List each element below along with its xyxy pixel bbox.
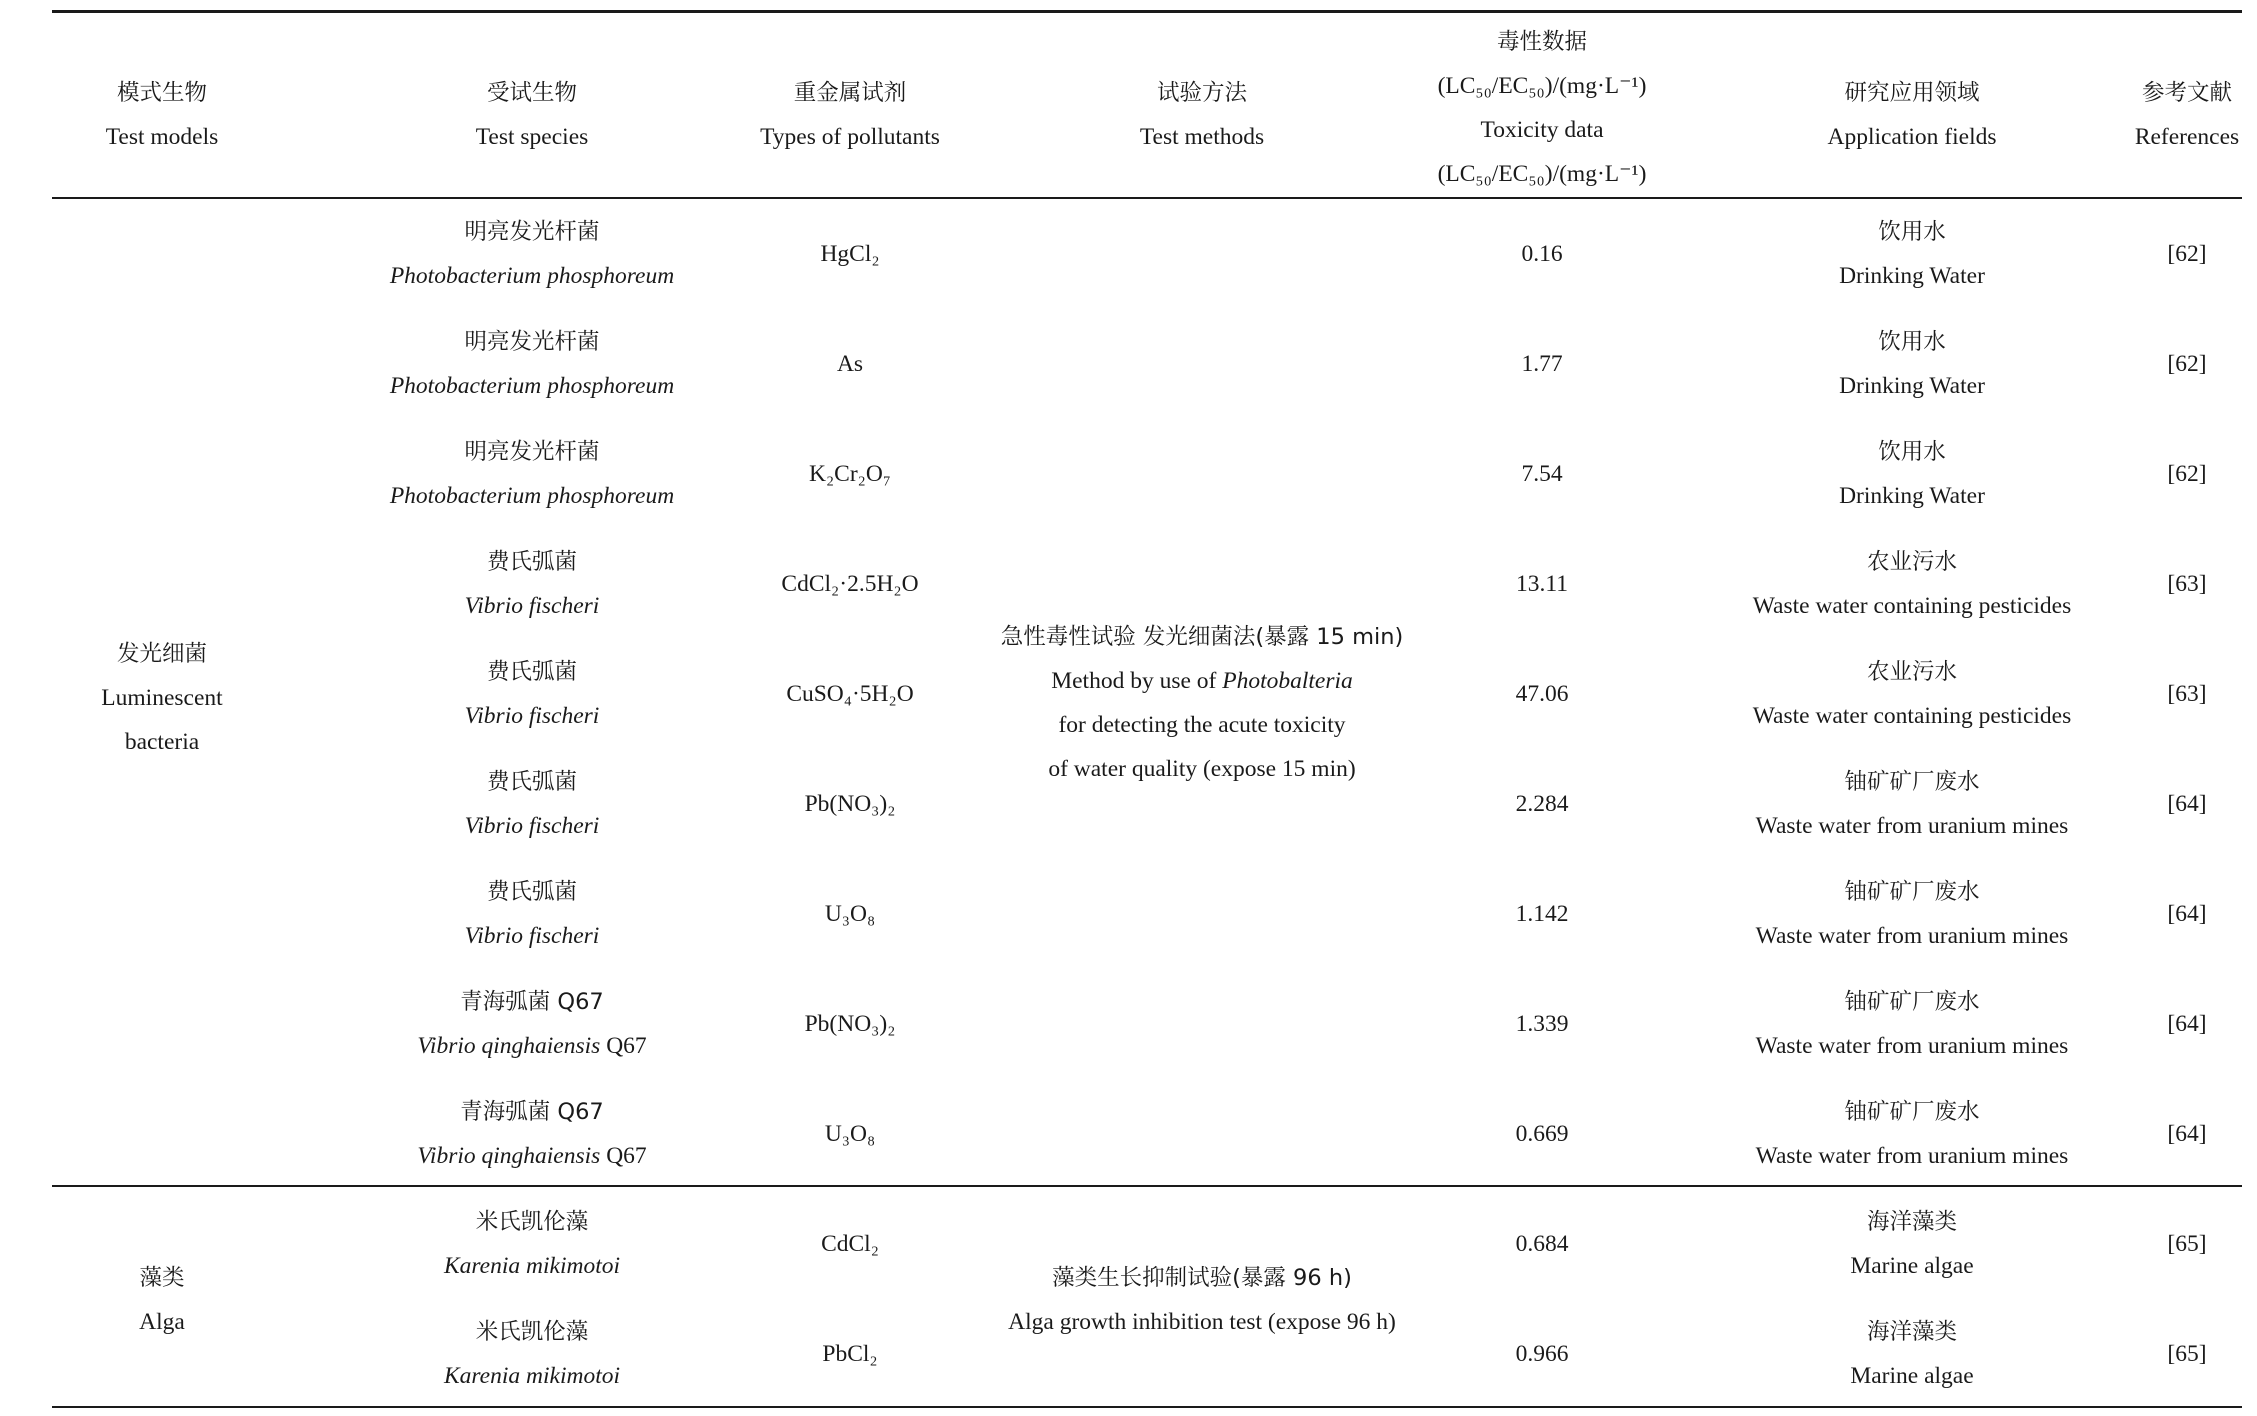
method-alga-cn: 藻类生长抑制试验(暴露 96 h): [1052, 1265, 1352, 1291]
application-field-en: Drinking Water: [1839, 263, 1985, 289]
toxicity-cell: [1432, 870, 1652, 958]
species-cn: 米氏凯伦藻: [475, 1319, 589, 1345]
species-cn: 费氏弧菌: [486, 769, 577, 795]
application-field-cn: 饮用水: [1878, 329, 1946, 355]
reference-cell: [2132, 540, 2242, 628]
species-en: [465, 694, 600, 738]
toxicity-value: 7.54: [1521, 461, 1563, 487]
application-field-cn: 饮用水: [1878, 439, 1946, 465]
toxicity-value: 0.684: [1515, 1231, 1569, 1257]
application-field-cn: 铀矿矿厂废水: [1844, 769, 1980, 795]
application-field-cell: [1662, 980, 2162, 1068]
model-alga: [52, 1255, 272, 1345]
application-field-en: Waste water containing pesticides: [1752, 593, 2072, 619]
species-latin-name: Karenia mikimotoi: [443, 1253, 621, 1279]
header-test-methods-en: Test methods: [1139, 124, 1265, 150]
method-bacteria-en-italic: Photobalteria: [1222, 667, 1353, 694]
pollutant-cell: [650, 540, 1050, 628]
header-test-methods-cn: 试验方法: [1156, 80, 1247, 106]
pollutant-formula: U₃O₈: [824, 1121, 876, 1147]
application-field-cell: [1662, 320, 2162, 408]
header-test-models-cn: 模式生物: [116, 80, 207, 106]
reference-cell: [2132, 210, 2242, 298]
pollutant-cell: [650, 980, 1050, 1068]
toxicity-cell: [1432, 320, 1652, 408]
reference-label: [64]: [2167, 791, 2207, 817]
species-en: [417, 1134, 646, 1178]
reference-cell: [2132, 430, 2242, 518]
application-field-cn: 铀矿矿厂废水: [1844, 879, 1980, 905]
reference-label: [62]: [2167, 241, 2207, 267]
method-bacteria-en-line2: for detecting the acute toxicity: [1058, 711, 1346, 738]
toxicity-value: 1.77: [1521, 351, 1563, 377]
species-en: [444, 1244, 620, 1288]
application-field-cn: 铀矿矿厂废水: [1844, 1099, 1980, 1125]
method-alga-en: Alga growth inhibition test (expose 96 h): [1008, 1309, 1396, 1335]
header-application-fields-en: Application fields: [1827, 124, 1997, 150]
application-field-cell: [1662, 650, 2162, 738]
pollutant-formula: Pb(NO₃)₂: [804, 1011, 896, 1037]
reference-label: [63]: [2167, 571, 2207, 597]
header-references: [2132, 60, 2242, 170]
species-latin-name: Vibrio fischeri: [464, 593, 600, 619]
species-en: [444, 1354, 620, 1398]
reference-label: [64]: [2167, 1011, 2207, 1037]
toxicity-value: 1.142: [1515, 901, 1569, 927]
reference-cell: [2132, 980, 2242, 1068]
application-field-cn: 海洋藻类: [1866, 1209, 1957, 1235]
table-bottom-rule: [52, 1406, 2242, 1408]
header-references-cn: 参考文献: [2141, 80, 2232, 106]
header-toxicity-cn: 毒性数据: [1496, 28, 1587, 55]
application-field-cell: [1662, 1200, 2162, 1288]
application-field-cn: 农业污水: [1866, 549, 1957, 575]
reference-cell: [2132, 320, 2242, 408]
application-field-en: Marine algae: [1850, 1363, 1974, 1389]
pollutant-formula: As: [836, 351, 864, 377]
species-latin-name: Karenia mikimotoi: [443, 1363, 621, 1389]
application-field-en: Waste water from uranium mines: [1755, 1143, 2069, 1169]
species-latin-name: Photobacterium phosphoreum: [389, 483, 675, 509]
header-toxicity-unit-1: (LC₅₀/EC₅₀)/(mg·L⁻¹): [1437, 72, 1647, 99]
application-field-cn: 农业污水: [1866, 659, 1957, 685]
toxicity-cell: [1432, 650, 1652, 738]
application-field-en: Waste water from uranium mines: [1755, 813, 2069, 839]
header-test-species-cn: 受试生物: [486, 80, 577, 106]
application-field-cn: 饮用水: [1878, 219, 1946, 245]
application-field-cell: [1662, 1310, 2162, 1398]
header-test-species-en: Test species: [475, 124, 589, 150]
application-field-cell: [1662, 540, 2162, 628]
toxicity-cell: [1432, 210, 1652, 298]
toxicity-cell: [1432, 430, 1652, 518]
reference-cell: [2132, 1090, 2242, 1178]
application-field-en: Waste water containing pesticides: [1752, 703, 2072, 729]
toxicity-value: 47.06: [1515, 681, 1569, 707]
method-bacteria-en-pre: Method by use of: [1051, 667, 1223, 694]
reference-cell: [2132, 1310, 2242, 1398]
header-pollutants-en: Types of pollutants: [760, 124, 940, 150]
header-bottom-rule: [52, 197, 2242, 199]
species-cn: 费氏弧菌: [486, 879, 577, 905]
model-alga-cn: 藻类: [139, 1265, 185, 1291]
application-field-en: Waste water from uranium mines: [1755, 923, 2069, 949]
species-cn: 明亮发光杆菌: [464, 329, 600, 355]
header-application-fields: [1662, 60, 2162, 170]
application-field-en: Marine algae: [1850, 1253, 1974, 1279]
species-en: [390, 364, 674, 408]
pollutant-cell: [650, 430, 1050, 518]
pollutant-formula: CdCl₂·2.5H₂O: [781, 571, 919, 597]
application-field-cell: [1662, 870, 2162, 958]
species-en: [465, 914, 600, 958]
species-latin-name: Photobacterium phosphoreum: [389, 263, 675, 289]
species-latin-name: Photobacterium phosphoreum: [389, 373, 675, 399]
application-field-cell: [1662, 1090, 2162, 1178]
species-latin-name: Vibrio qinghaiensis: [417, 1033, 601, 1059]
table-top-rule: [52, 10, 2242, 13]
species-latin-name: Vibrio qinghaiensis: [417, 1143, 601, 1169]
header-toxicity-en: Toxicity data: [1480, 116, 1604, 143]
species-cn: 明亮发光杆菌: [464, 219, 600, 245]
pollutant-cell: [650, 870, 1050, 958]
reference-cell: [2132, 650, 2242, 738]
application-field-en: Drinking Water: [1839, 373, 1985, 399]
toxicity-value: 0.669: [1515, 1121, 1569, 1147]
pollutant-formula: HgCl₂: [820, 241, 880, 267]
species-latin-name: Vibrio fischeri: [464, 923, 600, 949]
pollutant-formula: K₂Cr₂O₇: [808, 461, 892, 487]
application-field-en: Waste water from uranium mines: [1755, 1033, 2069, 1059]
toxicity-cell: [1432, 540, 1652, 628]
model-bacteria-en-line1: Luminescent: [101, 684, 223, 711]
species-cn: 费氏弧菌: [486, 659, 577, 685]
model-alga-en: Alga: [139, 1309, 185, 1335]
pollutant-formula: CdCl₂: [821, 1231, 879, 1257]
toxicity-value: 13.11: [1515, 571, 1568, 597]
species-cn: 明亮发光杆菌: [464, 439, 600, 465]
pollutant-formula: CuSO₄·5H₂O: [786, 681, 914, 707]
pollutant-formula: U₃O₈: [824, 901, 876, 927]
pollutant-cell: [650, 760, 1050, 848]
reference-cell: [2132, 870, 2242, 958]
species-cn: 青海弧菌 Q67: [460, 1099, 604, 1125]
model-bacteria-cn: 发光细菌: [116, 640, 207, 667]
reference-label: [64]: [2167, 1121, 2207, 1147]
toxicity-cell: [1432, 980, 1652, 1068]
header-toxicity-unit-2: (LC₅₀/EC₅₀)/(mg·L⁻¹): [1437, 160, 1647, 187]
group-separator-rule: [52, 1185, 2242, 1187]
species-latin-name: Vibrio fischeri: [464, 703, 600, 729]
reference-label: [65]: [2167, 1231, 2207, 1257]
application-field-cell: [1662, 760, 2162, 848]
application-field-cell: [1662, 430, 2162, 518]
reference-label: [62]: [2167, 461, 2207, 487]
header-test-models-en: Test models: [105, 124, 219, 150]
species-cn: 费氏弧菌: [486, 549, 577, 575]
header-pollutants-cn: 重金属试剂: [793, 80, 907, 106]
reference-label: [64]: [2167, 901, 2207, 927]
pollutant-cell: [650, 1090, 1050, 1178]
reference-label: [65]: [2167, 1341, 2207, 1367]
toxicity-value: 1.339: [1515, 1011, 1569, 1037]
toxicity-cell: [1432, 1090, 1652, 1178]
species-cn: 青海弧菌 Q67: [460, 989, 604, 1015]
pollutant-cell: [650, 210, 1050, 298]
toxicity-cell: [1432, 760, 1652, 848]
header-references-en: References: [2134, 124, 2240, 150]
reference-label: [62]: [2167, 351, 2207, 377]
species-latin-name: Vibrio fischeri: [464, 813, 600, 839]
pollutant-formula: PbCl₂: [822, 1341, 878, 1367]
pollutant-formula: Pb(NO₃)₂: [804, 791, 896, 817]
reference-cell: [2132, 1200, 2242, 1288]
header-test-models: [52, 60, 272, 170]
application-field-cell: [1662, 210, 2162, 298]
species-en: [417, 1024, 646, 1068]
application-field-cn: 铀矿矿厂废水: [1844, 989, 1980, 1015]
species-en: [390, 474, 674, 518]
model-bacteria-en-line2: bacteria: [124, 728, 200, 755]
method-bacteria-cn: 急性毒性试验 发光细菌法(暴露 15 min): [1000, 623, 1404, 650]
reference-cell: [2132, 760, 2242, 848]
species-cn: 米氏凯伦藻: [475, 1209, 589, 1235]
method-bacteria-en-line1: [1051, 659, 1353, 703]
species-en: [465, 804, 600, 848]
method-alga: [932, 1255, 1472, 1345]
application-field-en: Drinking Water: [1839, 483, 1985, 509]
toxicity-value: 2.284: [1515, 791, 1569, 817]
reference-label: [63]: [2167, 681, 2207, 707]
species-en: [465, 584, 600, 628]
toxicity-value: 0.966: [1515, 1341, 1569, 1367]
species-strain: Q67: [600, 1033, 647, 1059]
pollutant-cell: [650, 650, 1050, 738]
method-bacteria-en-line3: of water quality (expose 15 min): [1048, 755, 1356, 782]
pollutant-cell: [650, 320, 1050, 408]
species-en: [390, 254, 674, 298]
application-field-cn: 海洋藻类: [1866, 1319, 1957, 1345]
model-luminescent-bacteria: [52, 630, 272, 765]
species-strain: Q67: [600, 1143, 647, 1169]
header-application-fields-cn: 研究应用领域: [1844, 80, 1980, 106]
toxicity-value: 0.16: [1521, 241, 1563, 267]
